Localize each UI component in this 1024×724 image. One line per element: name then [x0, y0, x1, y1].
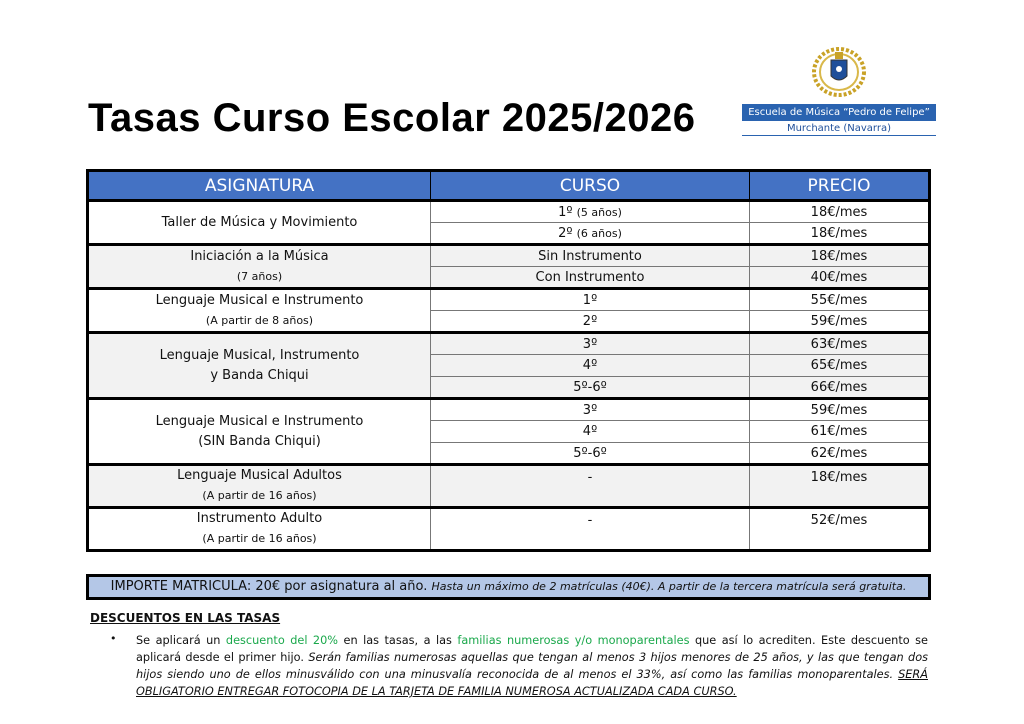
course-cell: 3º	[431, 399, 750, 421]
course-cell: Sin Instrumento	[431, 245, 750, 267]
price-cell: 18€/mes	[750, 245, 930, 267]
subject-name-line2: (SIN Banda Chiqui)	[198, 433, 321, 449]
discounts-title: DESCUENTOS EN LAS TASAS	[90, 611, 281, 625]
course-cell: Con Instrumento	[431, 267, 750, 289]
table-row	[88, 508, 930, 551]
crest-icon	[809, 42, 869, 98]
table-row	[88, 333, 930, 355]
course-cell	[431, 223, 750, 245]
discount-definition: Serán familias numerosas aquellas que tengan al menos 3 hijos menores de 25 años, y las que tengan dos hijos siendo uno de ellos minusválido con una minusvalía reconocida de al menos el 33%, así como las familias monoparentales.	[136, 651, 928, 681]
header-course: CURSO	[431, 171, 750, 201]
course-cell: -	[431, 508, 750, 551]
bullet-icon: •	[110, 632, 117, 645]
price-cell: 55€/mes	[750, 289, 930, 311]
discount-text-1: Se aplicará un	[136, 634, 226, 647]
subject-cell	[88, 289, 431, 333]
table-header-row	[88, 171, 930, 201]
course-cell: 2º	[431, 311, 750, 333]
page-title: Tasas Curso Escolar 2025/2026	[88, 96, 696, 140]
table-row	[88, 201, 930, 223]
price-cell: 52€/mes	[750, 508, 930, 551]
subject-name: Instrumento Adulto	[196, 511, 323, 526]
course-label: 2º	[558, 225, 573, 241]
subject-note: (7 años)	[236, 269, 283, 283]
subject-name: Lenguaje Musical e Instrumento	[155, 413, 364, 429]
course-cell: 3º	[431, 333, 750, 355]
discount-text-2: en las tasas, a las	[338, 634, 458, 647]
logo-school-name: Escuela de Música “Pedro de Felipe”	[742, 104, 936, 121]
subject-note: (A partir de 8 años)	[205, 313, 314, 327]
discount-families: familias numerosas y/o monoparentales	[457, 634, 690, 647]
subject-name: Taller de Música y Movimiento	[161, 214, 358, 230]
enrolment-note: Hasta un máximo de 2 matrículas (40€). A partir de la tercera matrícula será gratuita.	[431, 580, 907, 593]
price-cell: 63€/mes	[750, 333, 930, 355]
price-cell: 59€/mes	[750, 399, 930, 421]
price-cell: 66€/mes	[750, 377, 930, 399]
subject-name-line2: y Banda Chiqui	[210, 367, 309, 383]
course-label: 1º	[558, 204, 573, 220]
price-cell: 59€/mes	[750, 311, 930, 333]
subject-name: Lenguaje Musical e Instrumento	[155, 292, 364, 308]
subject-cell	[88, 245, 431, 289]
table-row	[88, 465, 930, 508]
subject-name: Lenguaje Musical Adultos	[177, 468, 342, 483]
course-cell	[431, 201, 750, 223]
discounts-list	[110, 632, 928, 700]
discount-paragraph	[136, 632, 928, 700]
table-row	[88, 289, 930, 311]
price-cell: 65€/mes	[750, 355, 930, 377]
course-cell: 5º-6º	[431, 377, 750, 399]
subject-cell	[88, 508, 431, 551]
subject-note: (A partir de 16 años)	[202, 532, 317, 545]
subject-name: Lenguaje Musical, Instrumento	[159, 347, 360, 363]
subject-cell	[88, 333, 431, 399]
price-cell: 18€/mes	[750, 465, 930, 508]
price-cell: 18€/mes	[750, 201, 930, 223]
discount-text-3: que así lo acrediten. Este descuento se aplicará desde el primer hijo.	[136, 634, 928, 664]
subject-cell	[88, 399, 431, 465]
logo-location: Murchante (Navarra)	[742, 122, 936, 136]
header-subject: ASIGNATURA	[88, 171, 431, 201]
course-cell: -	[431, 465, 750, 508]
subject-cell	[88, 465, 431, 508]
fees-table	[86, 169, 931, 552]
price-cell: 40€/mes	[750, 267, 930, 289]
course-note: (5 años)	[576, 205, 622, 219]
school-logo	[742, 42, 936, 138]
discount-requirement: SERÁ OBLIGATORIO ENTREGAR FOTOCOPIA DE LA TARJETA DE FAMILIA NUMEROSA ACTUALIZADA CADA CURSO.	[136, 668, 928, 698]
price-cell: 61€/mes	[750, 421, 930, 443]
table-row	[88, 399, 930, 421]
course-cell: 4º	[431, 355, 750, 377]
subject-note: (A partir de 16 años)	[202, 489, 317, 502]
discount-percentage: descuento del 20%	[225, 634, 339, 647]
subject-cell	[88, 201, 431, 245]
price-cell: 18€/mes	[750, 223, 930, 245]
course-cell: 5º-6º	[431, 443, 750, 465]
table-row	[88, 245, 930, 267]
header-price: PRECIO	[750, 171, 930, 201]
course-cell: 1º	[431, 289, 750, 311]
subject-name: Iniciación a la Música	[190, 248, 329, 264]
course-cell: 4º	[431, 421, 750, 443]
course-note: (6 años)	[576, 226, 622, 240]
enrolment-main: IMPORTE MATRICULA: 20€ por asignatura al año.	[110, 579, 428, 594]
enrolment-fee-box	[86, 574, 931, 600]
price-cell: 62€/mes	[750, 443, 930, 465]
